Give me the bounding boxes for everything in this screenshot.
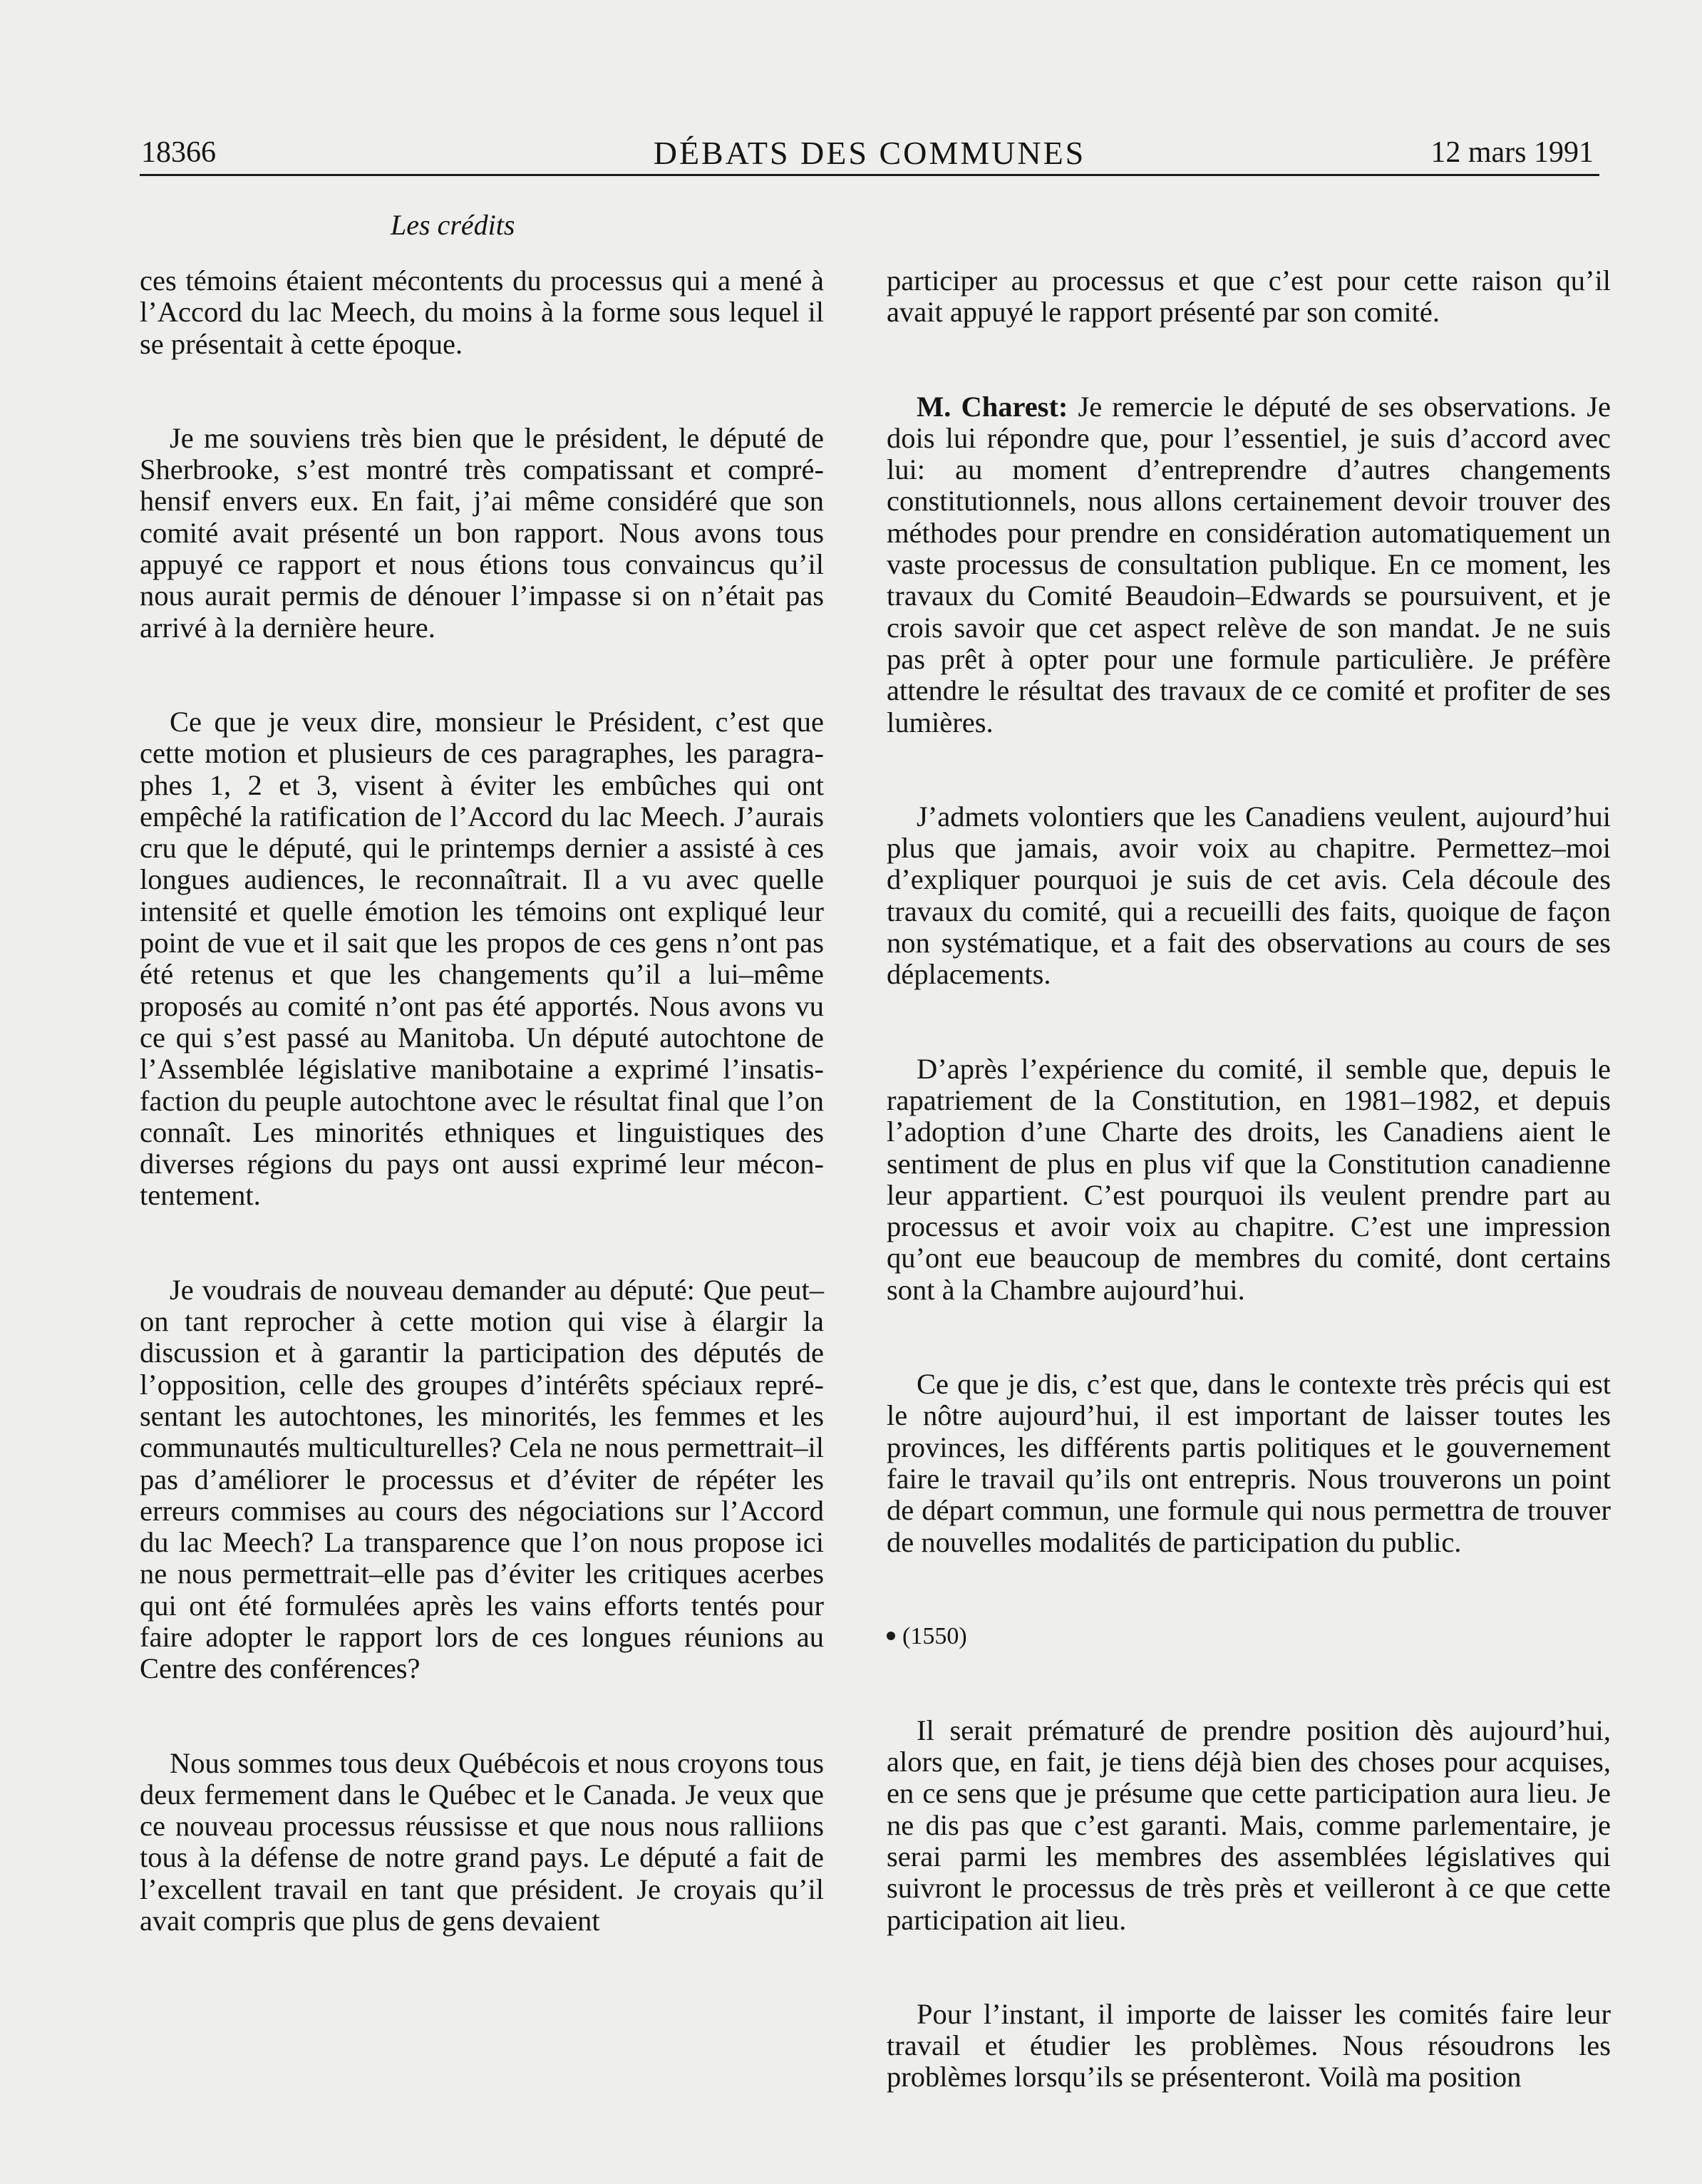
right-column: [887, 265, 1611, 2093]
paragraph: Ce que je veux dire, monsieur le Président, c’est que cette motion et plusieurs de ces paragraphes, les paragraphes 1, 2 et 3, visent à éviter les embûches qui ont empêché la ratification de l’Accord du lac Meech. J’aurais cru que le député, qui le printemps dernier a assisté à ces longues audiences, le reconnaîtrait. Il a vu avec quelle intensité et quelle émotion les témoins ont expliqué leur point de vue et il sait que les propos de ces gens n’ont pas été retenus et que les changements qu’il a lui–même proposés au comité n’ont pas été apportés. Nous avons vu ce qui s’est passé au Manitoba. Un député autochtone de l’Assemblée législative manibotaine a exprimé l’insatisfaction du peuple autochtone avec le résultat final que l’on connaît. Les minorités ethniques et linguistiques des diverses régions du pays ont aussi exprimé leur mécontentement.: [140, 705, 824, 1212]
paragraph: Ce que je dis, c’est que, dans le contexte très précis qui est le nôtre aujourd’hui, il est important de laisser toutes les provinces, les différents partis politiques et le gouvernement faire le travail qu’ils ont entrepris. Nous trouverons un point de départ commun, une formule qui nous permettra de trouver de nouvelles modalités de participation du public.: [887, 1368, 1611, 1558]
paragraph: Il serait prématuré de prendre position dès aujourd’hui, alors que, en fait, je tiens déjà bien des choses pour acquises, en ce sens que je présume que cette participation aura lieu. Je ne dis pas que c’est garanti. Mais, comme parlementaire, je serai parmi les membres des assemblées législatives qui suivront le processus de très près et veilleront à ce que cette participation ait lieu.: [887, 1714, 1611, 1936]
bullet-icon: [887, 1632, 895, 1640]
section-title: Les crédits: [391, 209, 515, 241]
paragraph: Pour l’instant, il importe de laisser les comités faire leur travail et étudier les problèmes. Nous résoudrons les problèmes lorsqu’ils se présenteront. Voilà ma position: [887, 1997, 1611, 2093]
paragraph: J’admets volontiers que les Canadiens veulent, aujourd’hui plus que jamais, avoir voix au chapitre. Permettez–moi d’expliquer pourquoi je suis de cet avis. Cela découle des travaux du comité, qui a recueilli des faits, quoique de façon non systématique, et a fait des observations au cours de ses déplacements.: [887, 800, 1611, 991]
time-marker-text: (1550): [902, 1622, 967, 1649]
paragraph: Je me souviens très bien que le président, le député de Sherbrooke, s’est montré très compatissant et compréhensif envers eux. En fait, j’ai même considéré que son comité avait présenté un bon rapport. Nous avons tous appuyé ce rapport et nous étions tous convaincus qu’il nous aurait permis de dénouer l’impasse si on n’était pas arrivé à la dernière heure.: [140, 421, 824, 644]
left-column: [140, 265, 824, 1937]
publication-title: DÉBATS DES COMMUNES: [653, 135, 1086, 171]
time-marker: [887, 1621, 1611, 1652]
speech-text: Je remercie le député de ses observations. Je dois lui répondre que, pour l’essentiel, je suis d’accord avec lui: au moment d’entreprendre d’autres changements constitutionnels, nous allons certainement devoir trouver des méthodes pour prendre en considération automatiquement un vaste processus de consultation publique. En ce moment, les travaux du Comité Beaudoin–Edwards se poursuivent, et je crois savoir que cet aspect relève de son mandat. Je ne suis pas prêt à opter pour une formule particulière. Je préfère attendre le résultat des travaux de ce comité et profiter de ses lumières.: [887, 390, 1611, 738]
speaker-name: M. Charest:: [917, 390, 1068, 423]
paragraph: Je voudrais de nouveau demander au député: Que peut–on tant reprocher à cette motion qui vise à élargir la discussion et à garantir la participation des députés de l’opposition, celle des groupes d’intérêts spéciaux représentant les autochtones, les minorités, les femmes et les communautés multiculturelles? Cela ne nous permettrait–il pas d’améliorer le processus et d’éviter de répéter les erreurs commises au cours des négociations sur l’Accord du lac Meech? La transparence que l’on nous propose ici ne nous permettrait–elle pas d’éviter les critiques acerbes qui ont été formulées après les vains efforts tentés pour faire adopter le rapport lors de ces longues réunions au Centre des conférences?: [140, 1273, 824, 1685]
paragraph-continuation: participer au processus et que c’est pour cette raison qu’il avait appuyé le rapport présenté par son comité.: [887, 264, 1611, 329]
page-date: 12 mars 1991: [1430, 136, 1594, 169]
speech-paragraph: [887, 391, 1611, 738]
page-number: 18366: [141, 136, 216, 169]
paragraph: D’après l’expérience du comité, il semble que, depuis le rapatriement de la Constitution, en 1981–1982, et depuis l’adoption d’une Charte des droits, les Canadiens aient le sentiment de plus en plus vif que la Constitution canadienne leur appartient. C’est pourquoi ils veulent prendre part au processus et avoir voix au chapitre. C’est une impression qu’ont eue beaucoup de membres du comité, dont certains sont à la Chambre aujourd’hui.: [887, 1052, 1611, 1306]
header-rule: [140, 174, 1599, 176]
paragraph-continuation: ces témoins étaient mécontents du processus qui a mené à l’Accord du lac Meech, du moins à la forme sous lequel il se présentait à cette époque.: [140, 264, 824, 360]
paragraph: Nous sommes tous deux Québécois et nous croyons tous deux fermement dans le Québec et le Canada. Je veux que ce nouveau processus réussisse et que nous nous ralliions tous à la défense de notre grand pays. Le député a fait de l’excellent travail en tant que président. Je croyais qu’il avait compris que plus de gens devaient: [140, 1746, 824, 1937]
page-header: [140, 133, 1599, 174]
